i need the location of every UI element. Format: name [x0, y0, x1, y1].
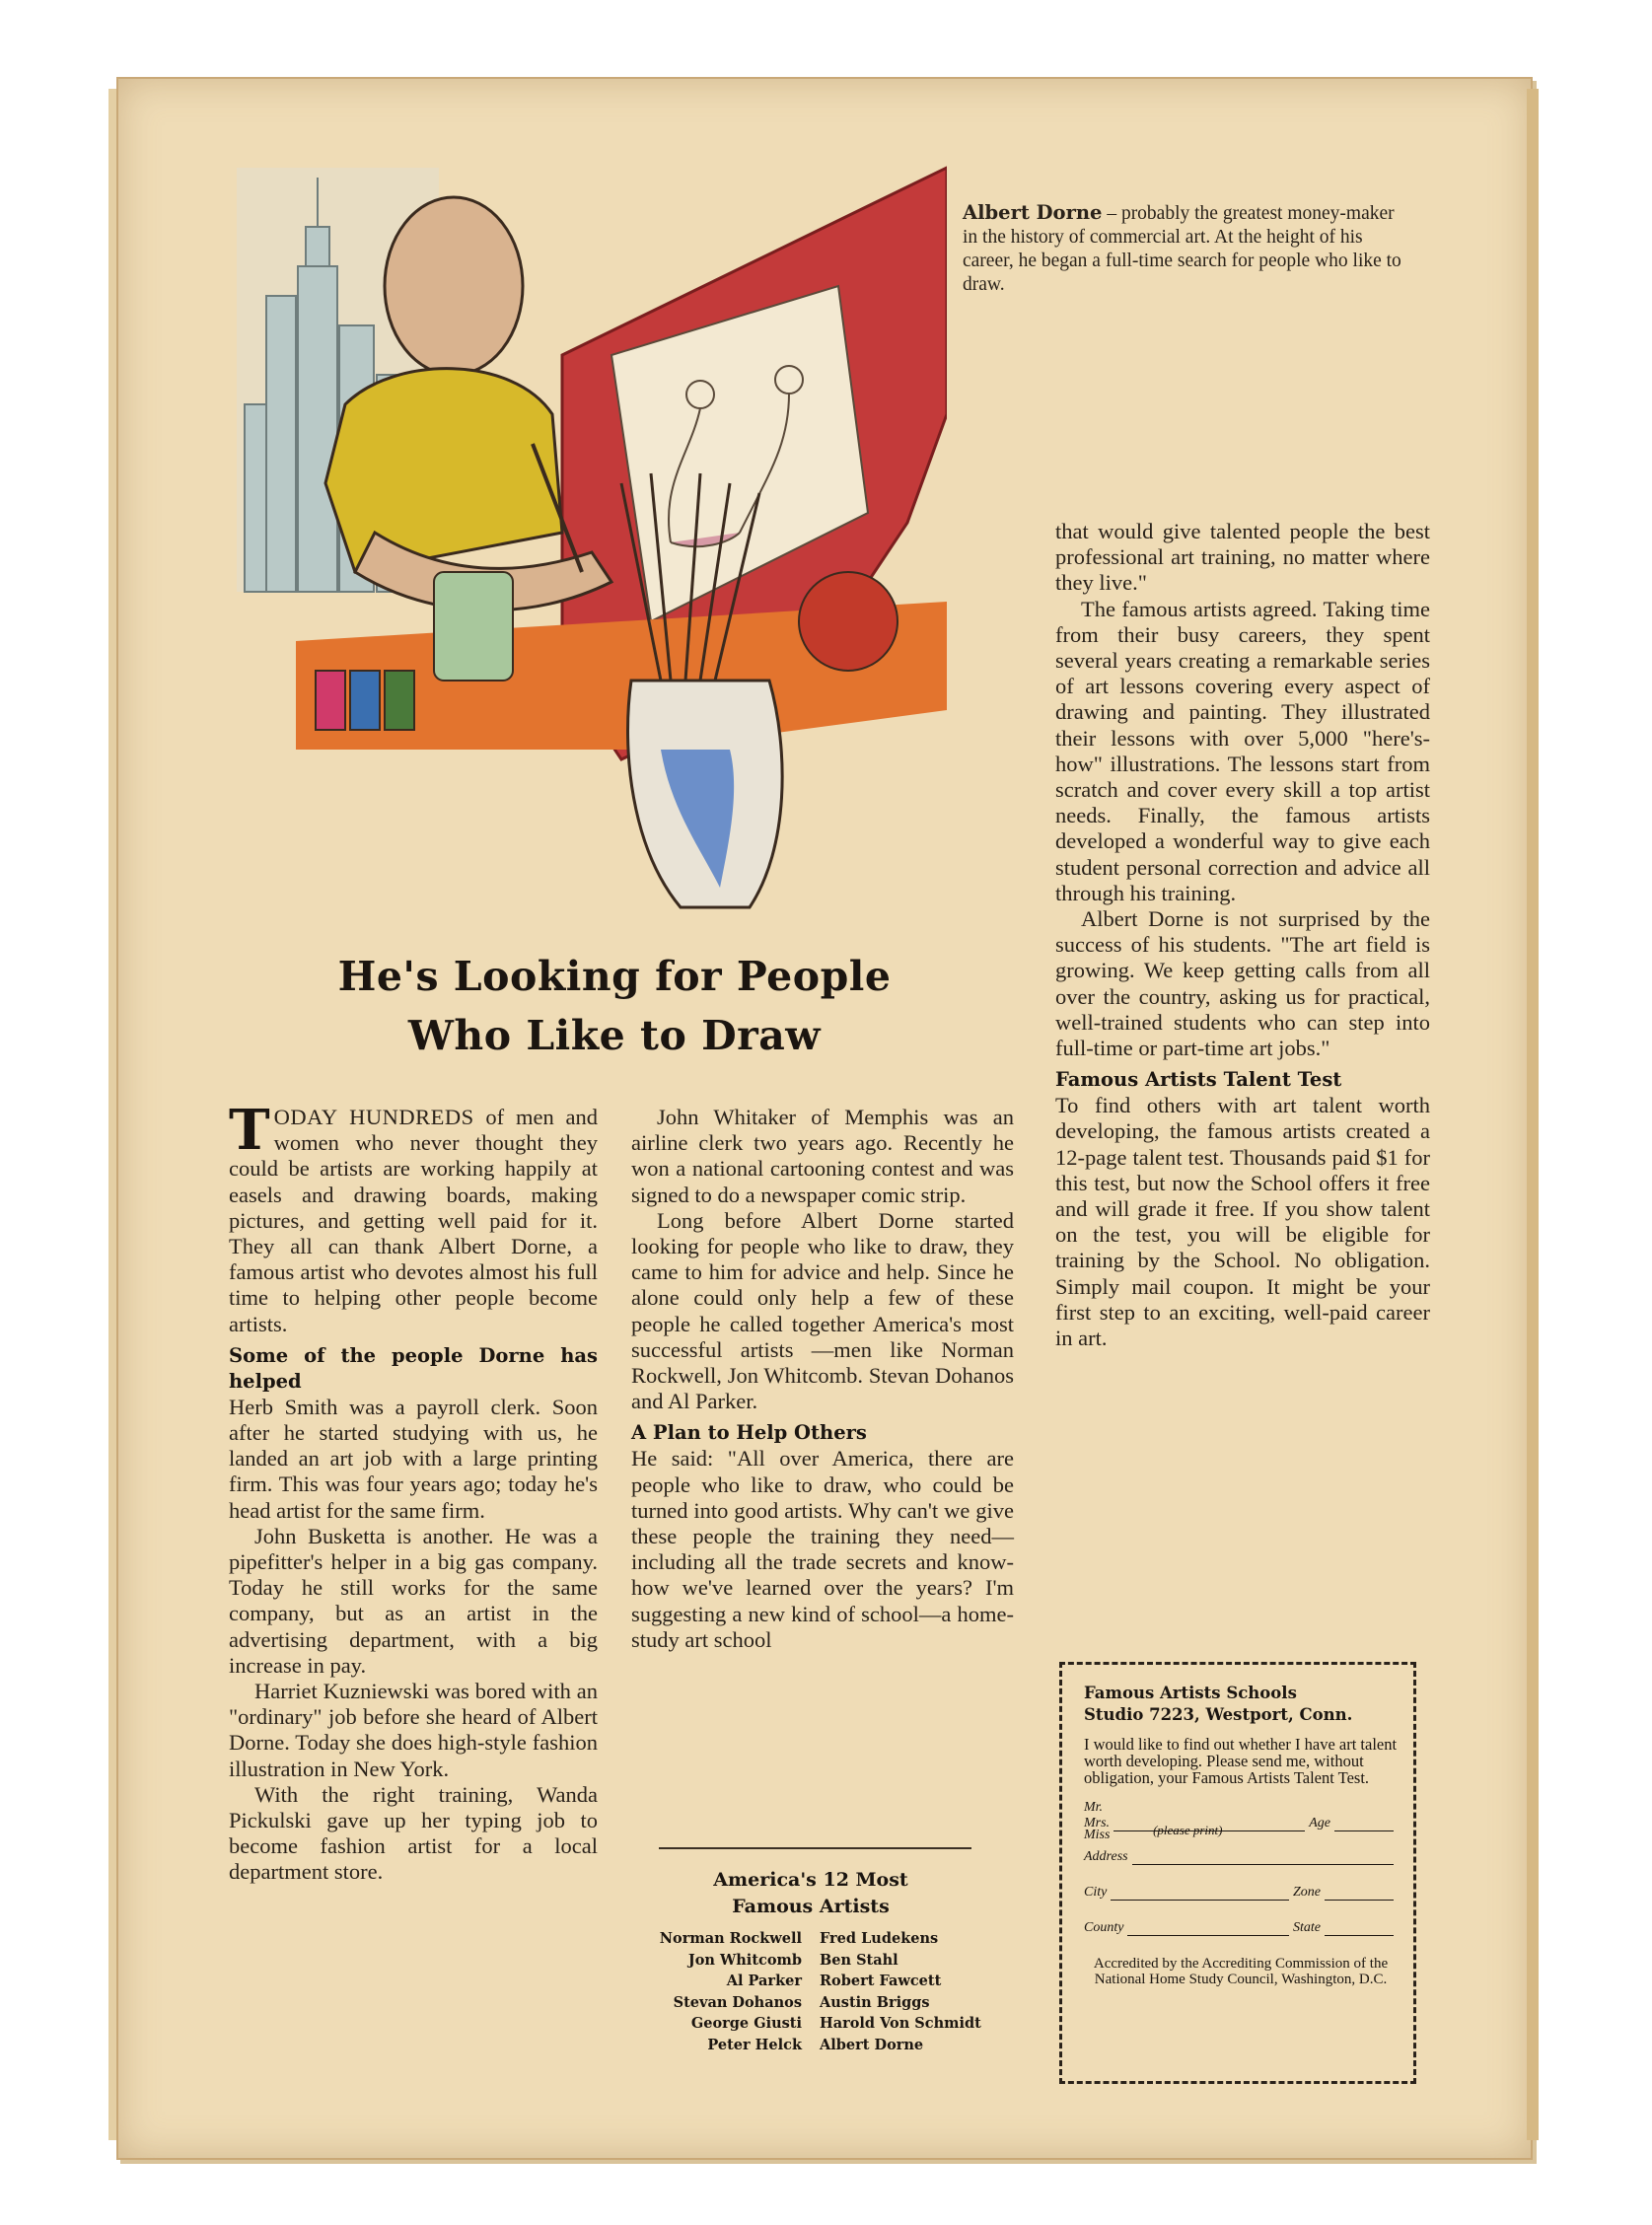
zone-field[interactable] — [1325, 1886, 1394, 1901]
article-column-3 — [1055, 519, 1430, 1351]
headline — [254, 947, 974, 1065]
label-mr: Mr. — [1084, 1800, 1104, 1815]
paragraph: John Whitaker of Memphis was an airline clerk two years ago. Recently he won a national cartooning contest and was signed to do a newspaper comic strip. — [631, 1105, 1014, 1207]
address-field[interactable] — [1132, 1850, 1394, 1865]
paragraph: Long before Albert Dorne started looking for people who like to draw, they came to him for advice and help. Since he alone could only help a few of these people he called together America's most successful artists —men like Norman Rockwell, Jon Whitcomb. Stevan Dohanos and Al Parker. — [631, 1207, 1014, 1414]
paragraph: that would give talented people the best professional art training, no matter where they live." — [1055, 519, 1430, 596]
artist-name: Peter Helck — [707, 2036, 802, 2053]
paragraph: The famous artists agreed. Taking time from their busy careers, they spent several years creating a remarkable series of art lessons covering every aspect of drawing and painting. They illustrated their lessons with over 5,000 "here's-how" illustrations. The lessons start from scratch and cover every skill a top artist needs. Finally, the famous artists developed a wonderful way to give each student personal correction and advice all through his training. — [1055, 596, 1430, 905]
famous-artists-title-line-2: Famous Artists — [732, 1896, 890, 1917]
paragraph: With the right training, Wanda Pickulski gave up her typing job to become fashion artist for a local department store. — [229, 1781, 598, 1885]
county-field[interactable] — [1127, 1921, 1289, 1936]
name-field[interactable] — [1113, 1817, 1305, 1837]
famous-artists-box — [613, 1867, 1008, 2055]
artist-names-grid — [613, 1928, 1008, 2055]
label-county: County — [1084, 1920, 1124, 1935]
artist-name: Norman Rockwell — [659, 1930, 802, 1947]
artist-name: Ben Stahl — [820, 1951, 898, 1969]
address-row — [1084, 1849, 1398, 1865]
artist-name: Jon Whitcomb — [687, 1951, 802, 1969]
county-state-row — [1084, 1920, 1398, 1936]
section-heading: A Plan to Help Others — [631, 1421, 867, 1445]
caption-name: Albert Dorne — [963, 201, 1103, 224]
section-heading: Some of the people Dorne has helped — [229, 1343, 598, 1393]
artist-name: Austin Briggs — [820, 1993, 930, 2011]
headline-line-2: Who Like to Draw — [407, 1012, 822, 1059]
state-field[interactable] — [1325, 1921, 1394, 1936]
label-zone: Zone — [1293, 1885, 1321, 1900]
coupon-fields — [1084, 1800, 1398, 1936]
paragraph: Herb Smith was a payroll clerk. Soon after he started studying with us, he landed an art job with a large printing firm. This was four years ago; today he's head artist for the same firm. — [229, 1394, 598, 1523]
paragraph: John Busketta is another. He was a pipefitter's helper in a big gas company. Today he still works for the same company, but as an artist in the advertising department, with a big increase in pay. — [229, 1523, 598, 1678]
paragraph: He said: "All over America, there are people who like to draw, who could be turned into good artists. Why can't we give these people the training they need—including all the trade secrets and know-how we've learned over the years? I'm suggesting a new kind of school—a home-study art school — [631, 1446, 1014, 1652]
drop-cap: T — [229, 1098, 270, 1163]
coupon-body: I would like to find out whether I have art talent worth developing. Please send me, without obligation, your Famous Artists Talent Test. — [1084, 1735, 1398, 1787]
artist-name: Fred Ludekens — [820, 1930, 939, 1947]
headline-line-1: He's Looking for People — [337, 953, 892, 1000]
age-field[interactable] — [1334, 1817, 1394, 1831]
intro-paragraph — [229, 1098, 598, 1337]
label-age: Age — [1309, 1816, 1330, 1830]
please-print-hint: (please print) — [1153, 1823, 1223, 1837]
coupon-studio: Studio 7223, Westport, Conn. — [1084, 1705, 1353, 1724]
artist-name: Harold Von Schmidt — [820, 2015, 981, 2032]
divider-rule — [659, 1847, 971, 1849]
yellow-shirt — [325, 369, 562, 572]
label-miss: Miss — [1084, 1828, 1111, 1842]
artist-name: George Giusti — [690, 2015, 802, 2032]
label-city: City — [1084, 1885, 1108, 1900]
caption-text: – probably the greatest money-maker in the history of commercial art. At the height of his career, he began a full-time search for people who like to draw. — [963, 203, 1401, 295]
artist-name: Albert Dorne — [820, 2036, 924, 2053]
section-heading: Famous Artists Talent Test — [1055, 1068, 1342, 1092]
mail-coupon[interactable] — [1059, 1662, 1416, 2084]
famous-artists-title — [613, 1867, 1008, 1920]
coupon-school: Famous Artists Schools — [1084, 1684, 1297, 1702]
label-address: Address — [1084, 1849, 1128, 1864]
lead-smallcaps: ODAY HUNDREDS — [273, 1105, 474, 1129]
illustration-caption — [963, 201, 1406, 297]
artist-name: Robert Fawcett — [820, 1973, 942, 1989]
artist-name: Stevan Dohanos — [673, 1993, 802, 2011]
article-column-1 — [229, 1098, 598, 1886]
article-column-2 — [631, 1105, 1014, 1653]
head — [385, 197, 523, 375]
artist-name: Al Parker — [726, 1973, 802, 1989]
label-mrs: Mrs. — [1084, 1816, 1111, 1830]
page-edge-right — [1527, 89, 1539, 2140]
label-state: State — [1293, 1920, 1321, 1935]
artist-illustration — [237, 158, 947, 937]
intro-text: of men and women who never thought they could be artists are working happily at easels and drawing boards, making pictures, and getting well paid for it. They all can thank Albert Dorne, a famous artist who devotes almost his full time to helping other people become artists. — [229, 1105, 598, 1336]
city-field[interactable] — [1111, 1886, 1289, 1901]
paragraph: Harriet Kuzniewski was bored with an "ordinary" job before she heard of Albert Dorne. Today she does high-style fashion illustration in New York. — [229, 1679, 598, 1781]
accreditation-note: Accredited by the Accrediting Commission of the National Home Study Council, Washington, D.C. — [1093, 1956, 1389, 1987]
famous-artists-title-line-1: America's 12 Most — [713, 1869, 908, 1891]
paint-tubes — [316, 671, 414, 730]
paragraph: To find others with art talent worth developing, the famous artists created a 12-page talent test. Thousands paid $1 for this test, but now the School offers it free and will grade it free. If you show talent on the test, you will be eligible for training by the School. No obligation. Simply mail coupon. It might be your first step to an exciting, well-paid career in art. — [1055, 1093, 1430, 1351]
red-bowl — [799, 572, 898, 671]
paragraph: Albert Dorne is not surprised by the success of his students. "The art field is growing. We keep getting calls from all over the country, asking us for practical, well-trained students who can step into full-time or part-time art jobs." — [1055, 906, 1430, 1061]
paint-tin — [434, 572, 513, 681]
city-zone-row — [1084, 1885, 1398, 1901]
